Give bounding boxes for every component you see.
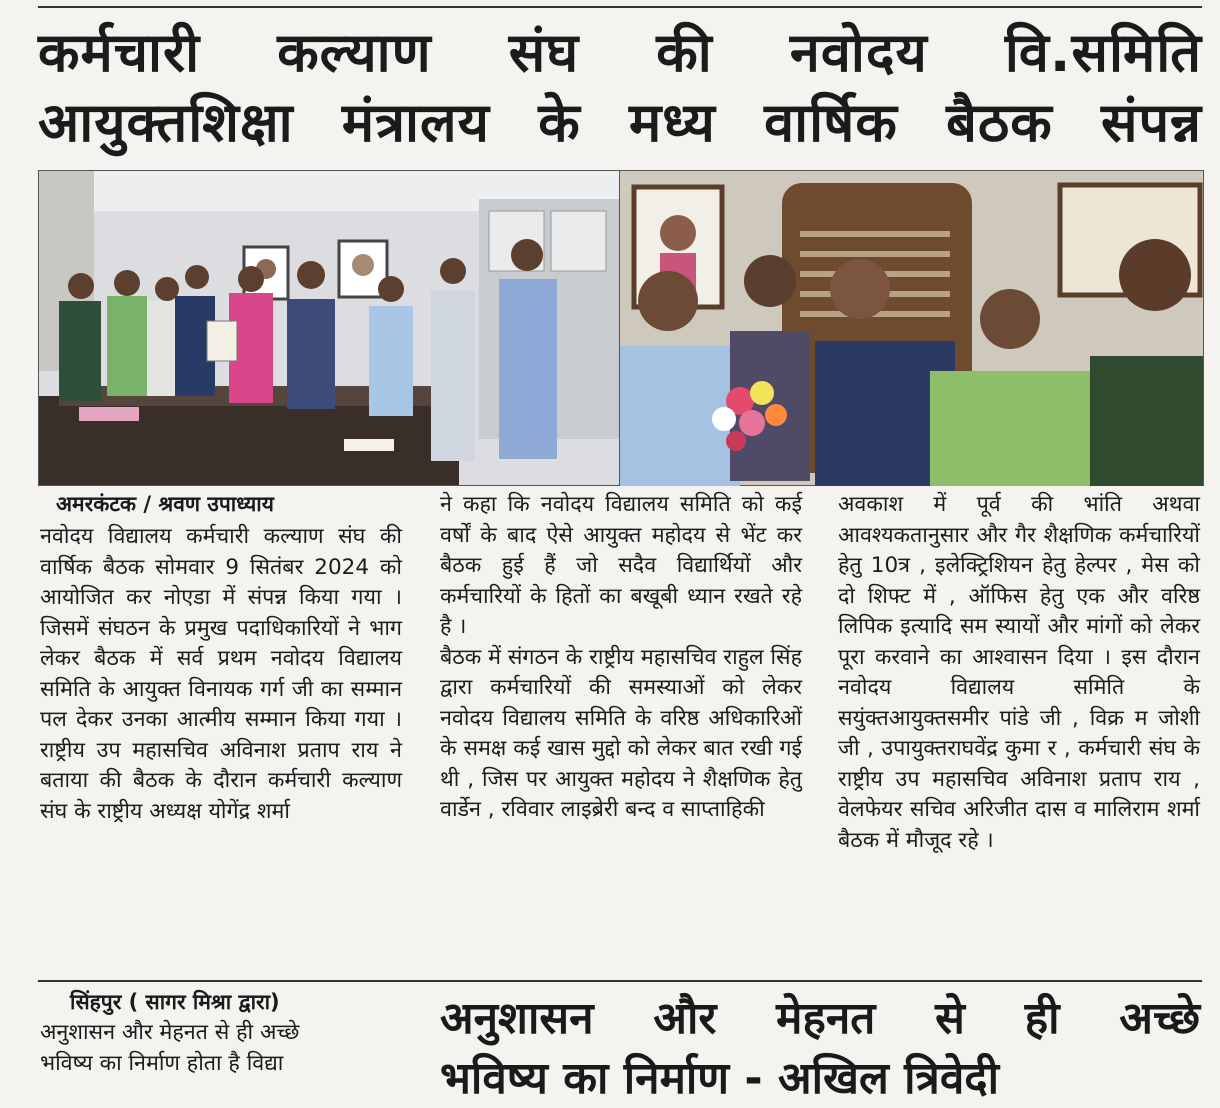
article-column-1: नवोदय विद्यालय कर्मचारी कल्याण संघ की वार्षिक बैठक सोमवार 9 सितंबर 2024 को आयोजित कर नोएडा में संपन्न किया गया । जिसमें संघठन के प्रमुख पदाधिकारियों ने भाग लेकर बैठक में सर्व प्रथम नवोदय विद्यालय समिति के आयुक्त विनायक गर्ग जी का सम्मान पल देकर उनका आत्मीय सम्मान किया गया । राष्ट्रीय उप महासचिव अविनाश प्रताप राय ने बताया की बैठक के दौरान कर्मचारी कल्याण संघ के राष्ट्रीय अध्यक्ष योगेंद्र शर्मा (40, 524, 402, 824)
top-rule (38, 6, 1202, 8)
meeting-photo (38, 170, 621, 486)
article-column-2: ने कहा कि नवोदय विद्यालय समिति को कई वर्षों के बाद ऐसे आयुक्त महोदय से भेंट कर बैठक हुई हैं जो सदैव विद्यार्थियों और कर्मचारियों के हितों का बखूबी ध्यान रखते रहे है । बैठक में संगठन के राष्ट्रीय महासचिव राहुल सिंह द्वारा कर्मचारियों की समस्याओं को लेकर नवोदय विद्यालय समिति के वरिष्ठ अधिकारिओं के समक्ष कई खास मुद्दो को लेकर बात रखी गई थी , जिस पर आयुक्त महोदय ने शैक्षणिक हेतु वार्डेन , रविवार लाइब्रेरी बन्द व साप्ताहिकी (440, 492, 802, 822)
next-article-lead-line-2: भविष्य का निर्माण होता है विद्या (40, 1050, 284, 1076)
next-article-headline-line-2: भविष्य का निर्माण - अखिल त्रिवेदी (440, 1053, 1000, 1104)
separator-rule (38, 980, 1202, 982)
next-article-lead (40, 1018, 420, 1076)
article-column-3: अवकाश में पूर्व की भांति अथवा आवश्यकतानुसार और गैर शैक्षणिक कर्मचारियों हेतु 10त्र , इलेक्ट्रिशियन हेतु हेल्पर , मेस को दो शिफ्ट में , ऑफिस हेतु एक और वरिष्ठ लिपिक इत्यादि सम स्यायों और मांगों को लेकर पूरा करवाने का आश्वासन दिया । इस दौरान नवोदय विद्यालय समिति के सयुंक्तआयुक्तसमीर पांडे जी , विक्र म जोशी जी , उपायुक्तराघवेंद्र कुमा र , कर्मचारी संघ के राष्ट्रीय उप महासचिव अविनाश प्रताप राय , वेलफेयर सचिव अरिजीत दास व मालिराम शर्मा बैठक में मौजूद रहे । (838, 492, 1200, 853)
bouquet-photo (619, 170, 1204, 486)
headline-line-1: कर्मचारी कल्याण संघ की नवोदय वि.समिति (38, 21, 1202, 84)
next-article-byline: सिंहपुर ( सागर मिश्रा द्वारा) (70, 990, 280, 1014)
headline-line-2: आयुक्तशिक्षा मंत्रालय के मध्य वार्षिक बैठक संपन्न (38, 91, 1202, 154)
next-article-headline-line-1: अनुशासन और मेहनत से ही अच्छे (440, 993, 1200, 1044)
next-article-lead-line-1: अनुशासन और मेहनत से ही अच्छे (40, 1020, 300, 1045)
byline: अमरकंटक / श्रवण उपाध्याय (56, 492, 274, 516)
